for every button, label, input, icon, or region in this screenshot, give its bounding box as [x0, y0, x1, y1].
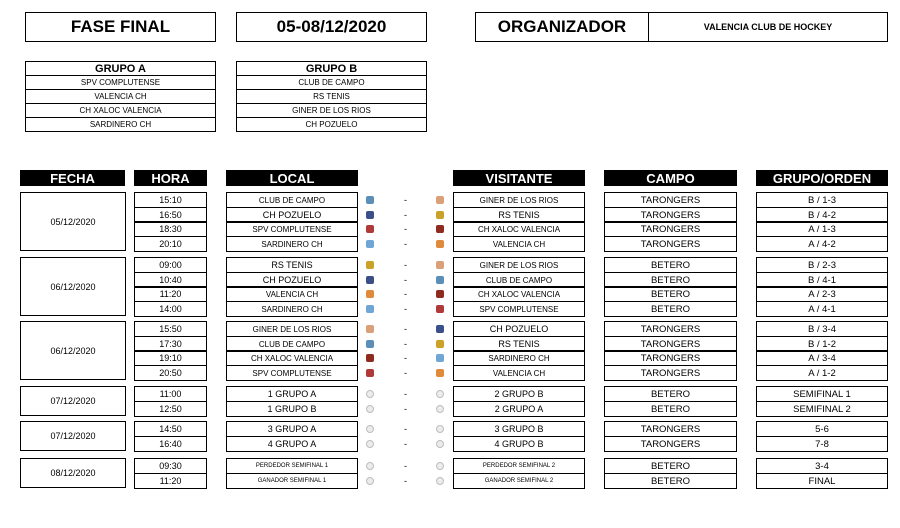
local-team: 4 GRUPO A [226, 436, 358, 452]
visiting-team: PERDEDOR SEMIFINAL 2 [453, 458, 585, 474]
visiting-team: GANADOR SEMIFINAL 2 [453, 473, 585, 489]
match-venue: TARONGERS [604, 421, 737, 437]
match-venue: TARONGERS [604, 350, 737, 366]
match-time: 20:50 [134, 365, 207, 381]
match-date: 05/12/2020 [20, 192, 126, 251]
match-time: 15:50 [134, 321, 207, 337]
column-header-visitante: VISITANTE [453, 170, 585, 186]
match-venue: TARONGERS [604, 436, 737, 452]
local-team-logo-icon [366, 354, 374, 362]
group-a-team: SARDINERO CH [25, 118, 216, 132]
match-separator: - [404, 404, 407, 414]
match-venue: TARONGERS [604, 192, 737, 208]
local-team-logo-icon [366, 196, 374, 204]
match-time: 17:30 [134, 336, 207, 352]
match-time: 15:10 [134, 192, 207, 208]
visiting-team: SPV COMPLUTENSE [453, 301, 585, 317]
local-team-logo-icon [366, 211, 374, 219]
match-venue: TARONGERS [604, 207, 737, 223]
match-separator: - [404, 368, 407, 378]
match-time: 09:00 [134, 257, 207, 273]
match-venue: TARONGERS [604, 221, 737, 237]
visiting-team: CH XALOC VALENCIA [453, 286, 585, 302]
match-date: 07/12/2020 [20, 421, 126, 451]
match-venue: BETERO [604, 401, 737, 417]
local-team-logo-icon [366, 405, 374, 413]
match-separator: - [404, 239, 407, 249]
match-time: 10:40 [134, 272, 207, 288]
match-venue: BETERO [604, 301, 737, 317]
match-time: 20:10 [134, 236, 207, 252]
local-team: CLUB DE CAMPO [226, 336, 358, 352]
organizer-name: VALENCIA CLUB DE HOCKEY [648, 12, 888, 42]
visiting-team-logo-icon [436, 305, 444, 313]
match-time: 16:40 [134, 436, 207, 452]
match-group-order: 5-6 [756, 421, 888, 437]
match-venue: TARONGERS [604, 365, 737, 381]
visiting-team: VALENCIA CH [453, 236, 585, 252]
visiting-team: 2 GRUPO B [453, 386, 585, 402]
visiting-team-logo-icon [436, 405, 444, 413]
match-separator: - [404, 195, 407, 205]
match-time: 11:00 [134, 386, 207, 402]
match-separator: - [404, 324, 407, 334]
local-team-logo-icon [366, 261, 374, 269]
local-team-logo-icon [366, 305, 374, 313]
match-separator: - [404, 461, 407, 471]
match-venue: BETERO [604, 386, 737, 402]
local-team: PERDEDOR SEMIFINAL 1 [226, 458, 358, 474]
match-venue: BETERO [604, 473, 737, 489]
visiting-team-logo-icon [436, 261, 444, 269]
match-separator: - [404, 224, 407, 234]
match-separator: - [404, 339, 407, 349]
match-time: 11:20 [134, 473, 207, 489]
column-header-hora: HORA [134, 170, 207, 186]
local-team: 3 GRUPO A [226, 421, 358, 437]
visiting-team: SARDINERO CH [453, 350, 585, 366]
visiting-team-logo-icon [436, 325, 444, 333]
local-team: SPV COMPLUTENSE [226, 365, 358, 381]
local-team-logo-icon [366, 340, 374, 348]
match-separator: - [404, 210, 407, 220]
group-b-team: GINER DE LOS RIOS [236, 104, 427, 118]
local-team-logo-icon [366, 240, 374, 248]
visiting-team: 3 GRUPO B [453, 421, 585, 437]
match-separator: - [404, 476, 407, 486]
visiting-team: CLUB DE CAMPO [453, 272, 585, 288]
local-team-logo-icon [366, 276, 374, 284]
match-group-order: FINAL [756, 473, 888, 489]
group-b-box [236, 61, 427, 132]
visiting-team: GINER DE LOS RIOS [453, 192, 585, 208]
local-team: RS TENIS [226, 257, 358, 273]
visiting-team: 4 GRUPO B [453, 436, 585, 452]
match-group-order: B / 2-3 [756, 257, 888, 273]
match-separator: - [404, 439, 407, 449]
match-separator: - [404, 289, 407, 299]
column-header-grupo: GRUPO/ORDEN [756, 170, 888, 186]
match-group-order: SEMIFINAL 2 [756, 401, 888, 417]
local-team-logo-icon [366, 369, 374, 377]
visiting-team-logo-icon [436, 196, 444, 204]
visiting-team: VALENCIA CH [453, 365, 585, 381]
visiting-team: RS TENIS [453, 207, 585, 223]
match-date: 08/12/2020 [20, 458, 126, 488]
visiting-team-logo-icon [436, 290, 444, 298]
local-team-logo-icon [366, 290, 374, 298]
match-group-order: 7-8 [756, 436, 888, 452]
match-group-order: A / 2-3 [756, 286, 888, 302]
match-venue: TARONGERS [604, 336, 737, 352]
group-b-team: CLUB DE CAMPO [236, 76, 427, 90]
match-time: 14:00 [134, 301, 207, 317]
match-group-order: B / 4-1 [756, 272, 888, 288]
match-separator: - [404, 304, 407, 314]
visiting-team-logo-icon [436, 354, 444, 362]
visiting-team-logo-icon [436, 390, 444, 398]
column-header-local: LOCAL [226, 170, 358, 186]
match-group-order: B / 4-2 [756, 207, 888, 223]
match-venue: BETERO [604, 257, 737, 273]
phase-title: FASE FINAL [25, 12, 216, 42]
local-team: SPV COMPLUTENSE [226, 221, 358, 237]
visiting-team: 2 GRUPO A [453, 401, 585, 417]
match-separator: - [404, 260, 407, 270]
local-team: CLUB DE CAMPO [226, 192, 358, 208]
match-group-order: SEMIFINAL 1 [756, 386, 888, 402]
match-venue: BETERO [604, 272, 737, 288]
local-team: 1 GRUPO B [226, 401, 358, 417]
local-team: GINER DE LOS RIOS [226, 321, 358, 337]
match-time: 19:10 [134, 350, 207, 366]
visiting-team-logo-icon [436, 477, 444, 485]
visiting-team: CH POZUELO [453, 321, 585, 337]
group-b-title: GRUPO B [236, 61, 427, 76]
match-date: 06/12/2020 [20, 257, 126, 316]
visiting-team-logo-icon [436, 440, 444, 448]
match-time: 12:50 [134, 401, 207, 417]
match-date: 07/12/2020 [20, 386, 126, 416]
group-a-team: VALENCIA CH [25, 90, 216, 104]
match-group-order: A / 4-1 [756, 301, 888, 317]
match-time: 16:50 [134, 207, 207, 223]
match-time: 18:30 [134, 221, 207, 237]
local-team-logo-icon [366, 440, 374, 448]
match-separator: - [404, 424, 407, 434]
match-separator: - [404, 275, 407, 285]
visiting-team-logo-icon [436, 340, 444, 348]
visiting-team-logo-icon [436, 225, 444, 233]
column-header-campo: CAMPO [604, 170, 737, 186]
local-team: CH XALOC VALENCIA [226, 350, 358, 366]
match-group-order: B / 1-2 [756, 336, 888, 352]
organizer-label: ORGANIZADOR [475, 12, 649, 42]
match-group-order: A / 3-4 [756, 350, 888, 366]
group-a-team: SPV COMPLUTENSE [25, 76, 216, 90]
visiting-team-logo-icon [436, 369, 444, 377]
local-team-logo-icon [366, 462, 374, 470]
match-group-order: A / 1-2 [756, 365, 888, 381]
group-a-team: CH XALOC VALENCIA [25, 104, 216, 118]
match-venue: TARONGERS [604, 236, 737, 252]
local-team: SARDINERO CH [226, 236, 358, 252]
visiting-team-logo-icon [436, 211, 444, 219]
group-a-box [25, 61, 216, 132]
match-time: 11:20 [134, 286, 207, 302]
group-b-team: CH POZUELO [236, 118, 427, 132]
group-b-team: RS TENIS [236, 90, 427, 104]
local-team-logo-icon [366, 477, 374, 485]
visiting-team-logo-icon [436, 240, 444, 248]
match-time: 09:30 [134, 458, 207, 474]
match-group-order: B / 3-4 [756, 321, 888, 337]
local-team: SARDINERO CH [226, 301, 358, 317]
local-team-logo-icon [366, 390, 374, 398]
match-separator: - [404, 353, 407, 363]
local-team-logo-icon [366, 425, 374, 433]
local-team-logo-icon [366, 225, 374, 233]
event-dates: 05-08/12/2020 [236, 12, 427, 42]
local-team-logo-icon [366, 325, 374, 333]
visiting-team-logo-icon [436, 276, 444, 284]
group-a-title: GRUPO A [25, 61, 216, 76]
match-separator: - [404, 389, 407, 399]
match-group-order: B / 1-3 [756, 192, 888, 208]
column-header-fecha: FECHA [20, 170, 125, 186]
visiting-team: RS TENIS [453, 336, 585, 352]
match-venue: TARONGERS [604, 321, 737, 337]
match-group-order: A / 4-2 [756, 236, 888, 252]
visiting-team: GINER DE LOS RIOS [453, 257, 585, 273]
match-group-order: 3-4 [756, 458, 888, 474]
visiting-team: CH XALOC VALENCIA [453, 221, 585, 237]
match-venue: BETERO [604, 458, 737, 474]
local-team: VALENCIA CH [226, 286, 358, 302]
visiting-team-logo-icon [436, 462, 444, 470]
visiting-team-logo-icon [436, 425, 444, 433]
local-team: GANADOR SEMIFINAL 1 [226, 473, 358, 489]
local-team: CH POZUELO [226, 207, 358, 223]
match-time: 14:50 [134, 421, 207, 437]
match-date: 06/12/2020 [20, 321, 126, 380]
local-team: 1 GRUPO A [226, 386, 358, 402]
match-venue: BETERO [604, 286, 737, 302]
local-team: CH POZUELO [226, 272, 358, 288]
match-group-order: A / 1-3 [756, 221, 888, 237]
